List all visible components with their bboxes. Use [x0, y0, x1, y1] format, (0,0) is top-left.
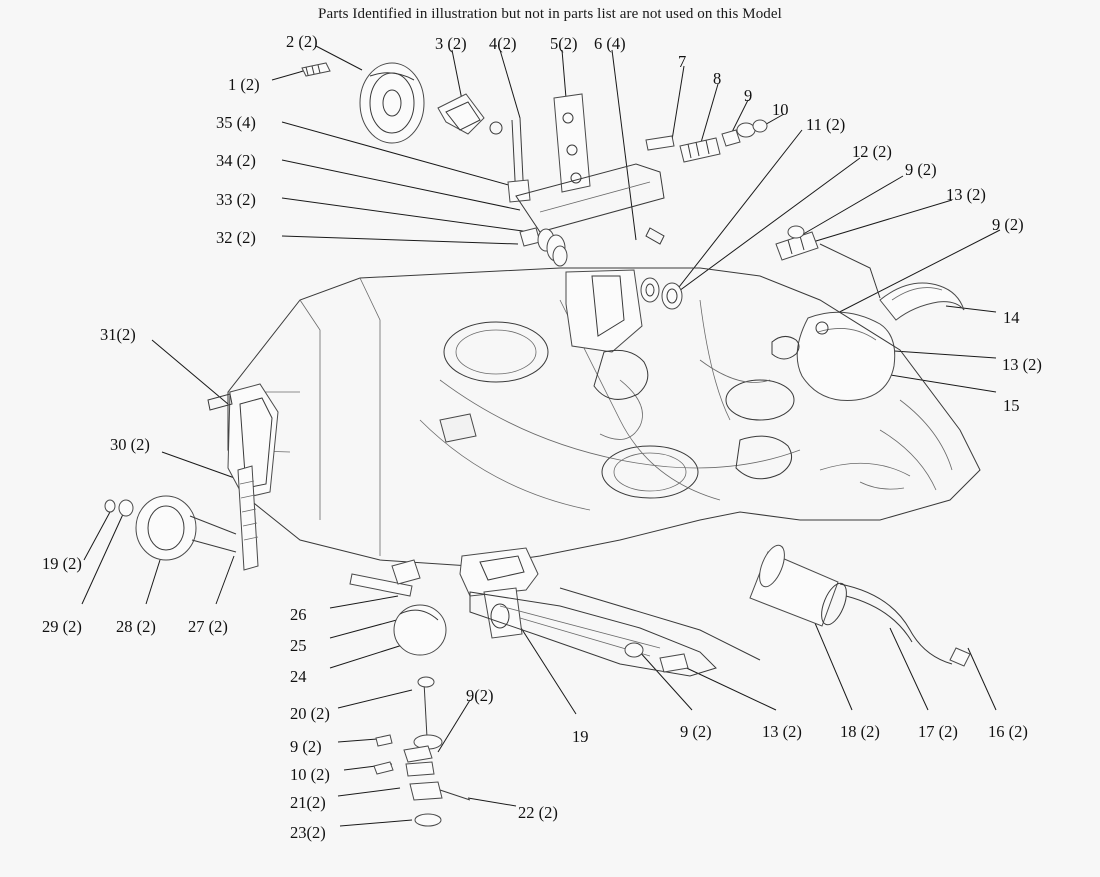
callout-22: 22 (2) — [518, 803, 558, 822]
callout-9-c: 9 (2) — [992, 215, 1024, 234]
callout-2: 2 (2) — [286, 32, 318, 51]
callout-23: 23(2) — [290, 823, 326, 842]
callout-6: 6 (4) — [594, 34, 626, 53]
callout-13-a: 13 (2) — [946, 185, 986, 204]
callout-9-a: 9 — [744, 86, 753, 105]
callout-9-d: 9(2) — [466, 686, 494, 705]
callout-19-b: 19 — [572, 727, 589, 746]
callout-18: 18 (2) — [840, 722, 880, 741]
callout-28: 28 (2) — [116, 617, 156, 636]
callout-13-b: 13 (2) — [1002, 355, 1042, 374]
callout-14: 14 — [1003, 308, 1020, 327]
callout-10: 10 — [772, 100, 789, 119]
callout-4: 4(2) — [489, 34, 517, 53]
callout-7: 7 — [678, 52, 687, 71]
callout-27: 27 (2) — [188, 617, 228, 636]
callout-19-a: 19 (2) — [42, 554, 82, 573]
callout-35: 35 (4) — [216, 113, 256, 132]
page-title: Parts Identified in illustration but not in parts list are not used on this Model — [318, 6, 782, 22]
callout-11: 11 (2) — [806, 115, 846, 134]
callout-8: 8 — [713, 69, 722, 88]
callout-20: 20 (2) — [290, 704, 330, 723]
callout-3: 3 (2) — [435, 34, 467, 53]
callout-10-b: 10 (2) — [290, 765, 330, 784]
callout-13-c: 13 (2) — [762, 722, 802, 741]
callout-17: 17 (2) — [918, 722, 958, 741]
callout-5: 5(2) — [550, 34, 578, 53]
deck-assembly-drawing — [105, 63, 980, 826]
callout-33: 33 (2) — [216, 190, 256, 209]
callout-26: 26 — [290, 605, 307, 624]
callout-30: 30 (2) — [110, 435, 150, 454]
callout-24: 24 — [290, 667, 307, 686]
deck-right-detail — [880, 400, 952, 490]
callout-16: 16 (2) — [988, 722, 1028, 741]
callout-9-e: 9 (2) — [290, 737, 322, 756]
callout-21: 21(2) — [290, 793, 326, 812]
callout-32: 32 (2) — [216, 228, 256, 247]
callout-9-b: 9 (2) — [905, 160, 937, 179]
callout-31: 31(2) — [100, 325, 136, 344]
callout-15: 15 — [1003, 396, 1020, 415]
callout-34: 34 (2) — [216, 151, 256, 170]
callout-25: 25 — [290, 636, 307, 655]
callout-9-f: 9 (2) — [680, 722, 712, 741]
callout-1: 1 (2) — [228, 75, 260, 94]
callout-29: 29 (2) — [42, 617, 82, 636]
callout-12: 12 (2) — [852, 142, 892, 161]
